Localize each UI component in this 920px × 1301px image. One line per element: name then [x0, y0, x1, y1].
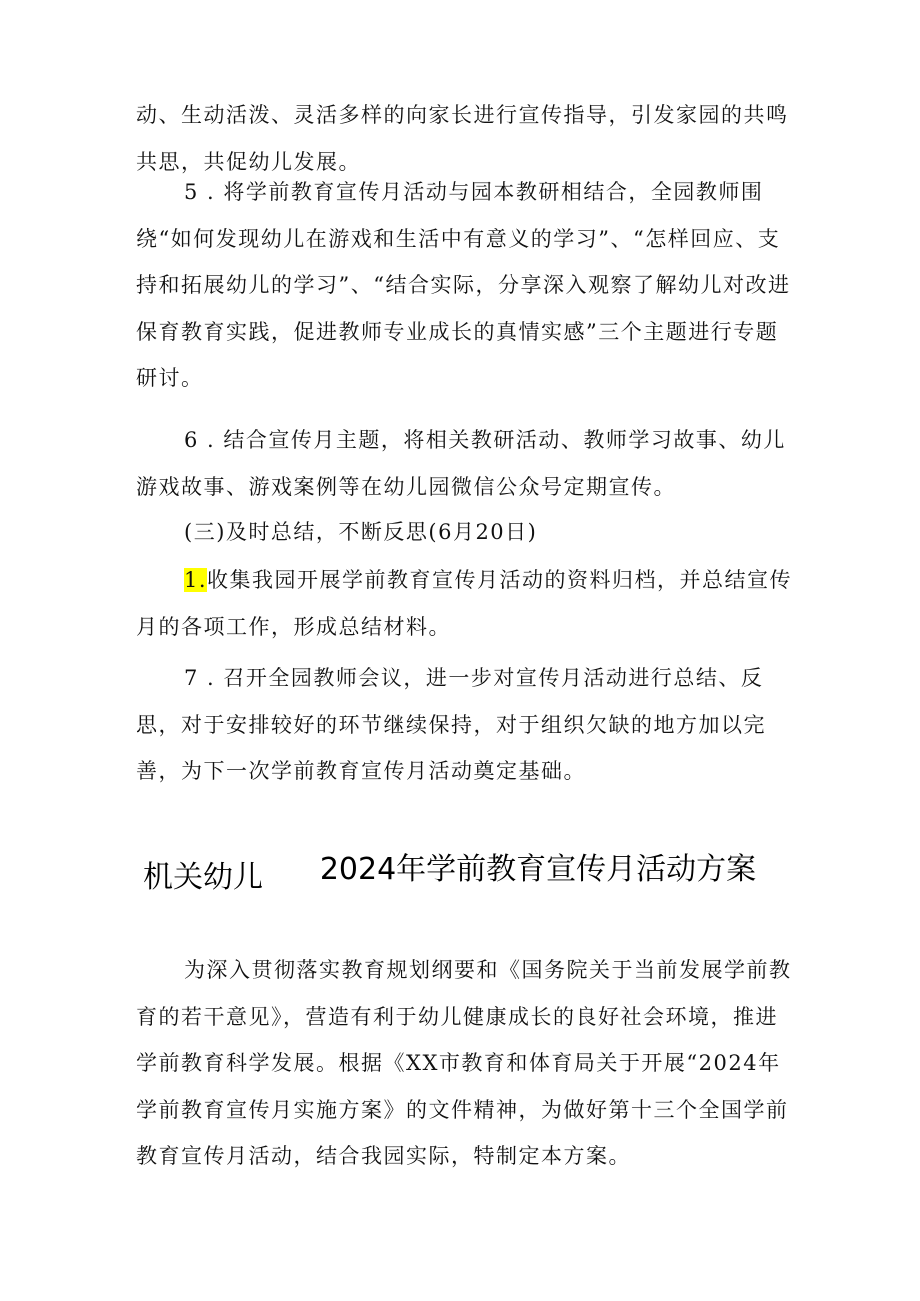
document-title: 2024年学前教育宣传月活动方案	[319, 852, 757, 887]
highlighted-number: 1.	[184, 568, 208, 592]
intro-paragraph: 为深入贯彻落实教育规划纲要和《国务院关于当前发展学前教育的若干意见》，营造有利于幼儿健康成长的良好社会环境，推进学前教育科学发展。根据《XX市教育和体育局关于开展“2024年学前教育宣传月实施方案》的文件精神，为做好第十三个全国学前教育宣传月活动，结合我园实际，特制定本方案。	[136, 958, 792, 1168]
paragraph-item-7: 7 . 召开全园教师会议，进一步对宣传月活动进行总结、反思，对于安排较好的环节继续保持，对于组织欠缺的地方加以完善，为下一次学前教育宣传月活动奠定基础。	[136, 666, 766, 783]
paragraph-continuation: 动、生动活泼、灵活多样的向家长进行宣传指导，引发家园的共鸣共思，共促幼儿发展。	[136, 103, 789, 174]
heading-prefix: 机关幼儿	[143, 860, 263, 895]
paragraph-item-5: 5 . 将学前教育宣传月活动与园本教研相结合，全园教师围绕“如何发现幼儿在游戏和生活中有意义的学习”、“怎样回应、支持和拓展幼儿的学习”、“结合实际，分享深入观察了解幼儿对改进保育教育实践，促进教师专业成长的真情实感”三个主题进行专题研讨。	[136, 180, 791, 390]
paragraph-item-1-text: 收集我园开展学前教育宣传月活动的资料归档，并总结宣传月的各项工作，形成总结材料。	[136, 568, 793, 639]
paragraph-item-6: 6 . 结合宣传月主题，将相关教研活动、教师学习故事、幼儿游戏故事、游戏案例等在幼儿园微信公众号定期宣传。	[136, 428, 786, 499]
section-heading-summary: (三)及时总结，不断反思(6月20日)	[184, 520, 538, 544]
paragraph-item-1	[136, 557, 796, 650]
